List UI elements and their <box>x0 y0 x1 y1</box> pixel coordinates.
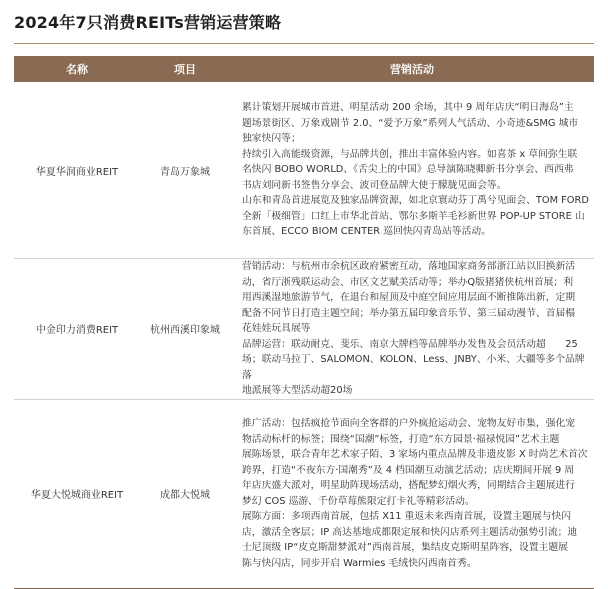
title-divider <box>14 43 594 44</box>
table-row <box>14 259 594 400</box>
activities-cell <box>230 259 594 400</box>
table-row <box>14 399 594 588</box>
reit-name-cell: 华夏大悦城商业REIT <box>14 399 140 588</box>
reit-name-cell: 华夏华润商业REIT <box>14 82 140 259</box>
project-cell: 成都大悦城 <box>140 399 230 588</box>
column-header-name: 名称 <box>14 56 140 82</box>
project-cell: 青岛万象城 <box>140 82 230 259</box>
activity-paragraph: 展陈方面：多项西南首展，包括 X11 重返未来西南首展，设置主题展与快闪 店，激活全客层；IP 高达基地成都限定展和快闪店系列主题活动强势引流；迪 士尼顶级 IP“皮克斯甜梦派对”西南首展，集结皮克斯明星阵容，设置主题展 陈与快闪店，同步开启 Warmies 毛绒快闪西南首秀。 <box>242 511 578 569</box>
activity-paragraph: 推广活动：包括疯抢节面向全客群的户外疯抢运动会、宠物友好市集，强化宠 物活动标杆的标签；围绕“国潮”标签，打造“东方园景·福禄悦园”艺术主题 展陈场景，联合青年艺术家子陌、3 家场内重点品牌及非遗皮影 X 时尚艺术首次 跨界，打造“不夜东方·国潮秀”及 4 档国潮互动演艺活动；店庆期间开展 9 周 年店庆盛大派对，明星助阵现场活动，搭配梦幻烟火秀，同期结合主题展进行 梦幻 COS 巡游、千份草莓熊限定打卡礼等精彩活动。 <box>242 418 588 507</box>
column-header-activities: 营销活动 <box>230 56 594 82</box>
project-cell: 杭州西溪印象城 <box>140 259 230 400</box>
activity-paragraph: 累计策划开展城市首进、明星活动 200 余场，其中 9 周年店庆“明日海岛”主 题场景街区、万象戏剧节 2.0、“爱予万象”系列人气活动、小奇迹&SMG 城市 独家快闪等； <box>242 102 579 145</box>
page-title: 2024年7只消费REITs营销运营策略 <box>14 13 282 32</box>
activity-paragraph: 持续引入高能级资源，与品牌共创，推出丰富体验内容。如喜茶 x 草间弥生联 名快闪 BOBO WORLD、《舌尖上的中国》总导演陈晓卿新书分享会、西西弗 书店刘同新书签售分享会、波司登品牌大使于朦胧见面会等。 <box>242 148 578 191</box>
activity-paragraph: 营销活动：与杭州市余杭区政府紧密互动，落地国家商务部浙江站以旧换新活 动，省厅浙残联运动会、市区文艺赋美活动等；举办Q版猪猪侠杭州首展；利 用西溪湿地旅游节气，在退台和屋顶及中庭空间应用层面不断推陈出新，定期 配备不同节日打造主题空间；举办第五届印象音乐节、第三届动漫节、首届榻 花娃娃玩具展等 <box>242 261 576 334</box>
reit-name-cell: 中金印力消费REIT <box>14 259 140 400</box>
table-body <box>14 82 594 588</box>
header-row <box>14 56 594 82</box>
activity-paragraph: 品牌运营：联动耐克、斐乐、南京大牌档等品牌举办发售及会员活动超 25 场；联动马拉丁、SALOMON、KOLON、Less、JNBY、小米、大疆等多个品牌落 地派展等大型活动超20场 <box>242 338 585 396</box>
reits-strategy-table <box>14 56 594 589</box>
table-header <box>14 56 594 82</box>
activity-paragraph: 山东和青岛首进展览及独家品牌资源，如北京寰动芬丁禹兮见面会、TOM FORD 全新「极细管」口红上市华北首站、鄂尔多斯羊毛衫新世界 POP-UP STORE 山 东首展、ECCO BIOM CENTER 巡回快闪青岛站等活动。 <box>242 195 589 238</box>
activities-cell <box>230 399 594 588</box>
column-header-project: 项目 <box>140 56 230 82</box>
activities-cell <box>230 82 594 259</box>
table-row <box>14 82 594 259</box>
